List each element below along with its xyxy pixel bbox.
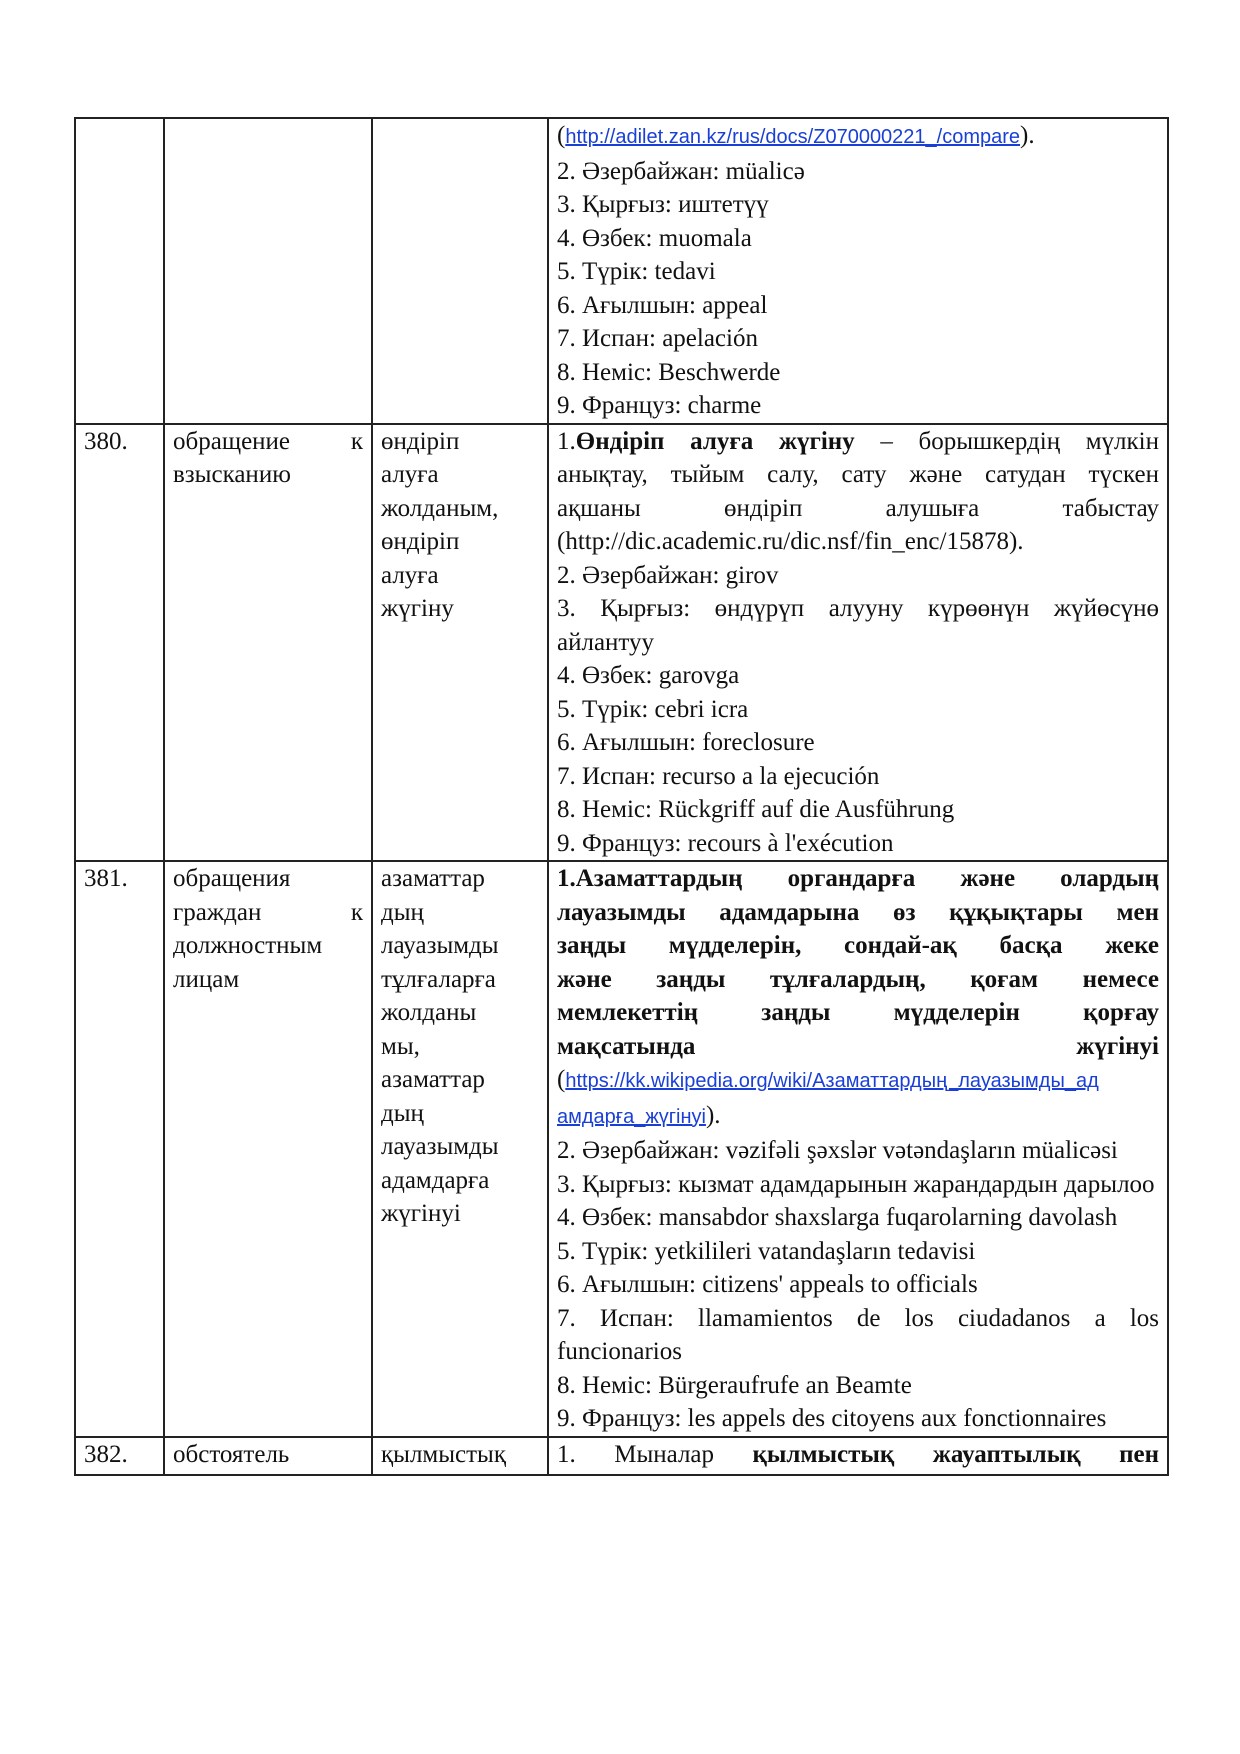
translation-line: 7. Испан: recurso a la ejecución: [557, 762, 880, 790]
term-ru-line: лицам: [173, 965, 240, 993]
term-ru-line: обращение к: [173, 427, 363, 455]
table-row: [75, 861, 1168, 1437]
term-kk-line: азаматтар: [381, 865, 485, 892]
translation-line: 9. Француз: charme: [557, 392, 762, 419]
translation-line: 6. Ағылшын: foreclosure: [557, 729, 815, 756]
term-ru-line: должностным: [173, 932, 323, 959]
definition-term: Өндіріп алуға жүгіну: [575, 427, 855, 455]
term-kk-line: қылмыстық: [381, 1440, 506, 1468]
table-row: [75, 1437, 1168, 1475]
definition-line: мемлекеттің заңды мүдделерін қорғау: [557, 999, 1159, 1026]
definition-line: мақсатында жүгінуі: [557, 1032, 1159, 1060]
translation-line: 3. Қырғыз: иштетүү: [557, 191, 769, 218]
definition-line: 1.Өндіріп алуға жүгіну – борышкердің мүлкін: [557, 427, 1160, 455]
translation-line: 4. Өзбек: mansabdor shaxslarga fuqarolarning davolash: [557, 1204, 1118, 1231]
definition-cell: [548, 1437, 1168, 1475]
term-kk-cell: [372, 118, 548, 424]
definition-line: (http://dic.academic.ru/dic.nsf/fin_enc/15878).: [557, 528, 1024, 555]
term-kk-line: жүгіну: [381, 595, 454, 622]
source-line: амдарға_жүгінуі).: [557, 1101, 721, 1129]
term-kk-line: өндіріп: [381, 427, 460, 455]
term-kk-line: жолданым,: [381, 494, 499, 522]
term-kk-line: лауазымды: [381, 1133, 499, 1160]
term-kk-line: өндіріп: [381, 528, 460, 555]
translation-line: 5. Түрік: tedavi: [557, 258, 716, 285]
translation-line: 3. Қырғыз: кызмат адамдарынын жарандардын дарылоо: [557, 1170, 1155, 1198]
term-kk-line: лауазымды: [381, 932, 499, 959]
term-kk-line: жүгінуі: [381, 1200, 461, 1227]
row-number: 381.: [84, 865, 128, 892]
term-kk-line: алуға: [381, 461, 439, 488]
translation-line: 6. Ағылшын: citizens' appeals to officials: [557, 1271, 978, 1298]
definition-line: заңды мүдделерін, сондай-ақ басқа жеке: [557, 932, 1159, 959]
term-kk-line: адамдарға: [381, 1166, 490, 1194]
row-number-cell: [75, 861, 164, 1437]
term-ru-line: обстоятель: [173, 1440, 290, 1468]
row-number-cell: [75, 118, 164, 424]
definition-line: ақшаны өндіріп алушыға табыстау: [557, 494, 1159, 522]
source-link[interactable]: https://kk.wikipedia.org/wiki/Азаматтардың_лауазымды_ад: [565, 1070, 1099, 1092]
definition-line: анықтау, тыйым салу, сату және сатудан түскен: [557, 461, 1159, 488]
term-ru-cell: [164, 118, 372, 424]
row-number: 382.: [84, 1440, 128, 1468]
term-ru-line: обращения: [173, 865, 291, 892]
translation-line: 8. Неміс: Bürgeraufrufe an Beamte: [557, 1371, 912, 1399]
translation-line: 5. Түрік: cebri icra: [557, 695, 749, 723]
term-kk-line: тұлғаларға: [381, 965, 496, 993]
table-row: [75, 118, 1168, 424]
translation-line: 4. Өзбек: muomala: [557, 224, 752, 252]
translation-line: 5. Түрік: yetkilileri vatandaşların tedavisi: [557, 1237, 976, 1265]
term-ru-cell: [164, 861, 372, 1437]
translation-line: 9. Француз: recours à l'exécution: [557, 829, 894, 857]
definition-line: және заңды тұлғалардың, қоғам немесе: [557, 965, 1159, 993]
translation-line: 3. Қырғыз: өндүрүп алууну күрөөнүн жүйөсүнө айлантуу: [557, 595, 1159, 656]
source-line: (http://adilet.zan.kz/rus/docs/Z070000221_/compare).: [557, 122, 1035, 149]
source-link[interactable]: амдарға_жүгінуі: [557, 1105, 706, 1128]
definition-cell: [548, 861, 1168, 1437]
term-kk-cell: [372, 1437, 548, 1475]
translation-line: 2. Әзербайжан: müalicə: [557, 157, 805, 185]
term-kk-line: азаматтар: [381, 1066, 485, 1093]
translation-line: 9. Француз: les appels des citoyens aux fonctionnaires: [557, 1405, 1107, 1432]
translation-line: 2. Әзербайжан: girov: [557, 561, 779, 589]
term-ru-line: взысканию: [173, 461, 291, 488]
translation-line: 7. Испан: llamamientos de los ciudadanos a los funcionarios: [557, 1304, 1159, 1365]
term-ru-cell: [164, 424, 372, 862]
row-number: 380.: [84, 427, 128, 455]
term-kk-line: мы,: [381, 1032, 420, 1060]
term-kk-cell: [372, 424, 548, 862]
translation-line: 6. Ағылшын: appeal: [557, 291, 768, 319]
definition-line: 1.Азаматтардың органдарға және олардың: [557, 865, 1159, 892]
term-kk-line: жолданы: [381, 999, 477, 1026]
source-link[interactable]: http://adilet.zan.kz/rus/docs/Z070000221_/compare: [565, 126, 1021, 148]
definition-cell: [548, 424, 1168, 862]
definition-cell: [548, 118, 1168, 424]
definition-line: лауазымды адамдарына өз құқықтары мен: [557, 898, 1159, 926]
term-kk-line: алуға: [381, 561, 439, 589]
translation-line: 4. Өзбек: garovga: [557, 662, 740, 689]
term-kk-cell: [372, 861, 548, 1437]
translation-line: 8. Неміс: Rückgriff auf die Ausführung: [557, 796, 955, 823]
glossary-table: [74, 117, 1169, 1476]
definition-line: 1. Мыналар қылмыстық жауаптылық пен: [557, 1440, 1159, 1468]
term-ru-cell: [164, 1437, 372, 1475]
table-row: [75, 424, 1168, 862]
translation-line: 7. Испан: apelación: [557, 325, 758, 352]
term-kk-line: дың: [381, 1099, 424, 1127]
term-ru-line: граждан к: [173, 898, 363, 926]
term-kk-line: дың: [381, 898, 424, 926]
row-number-cell: [75, 424, 164, 862]
row-number-cell: [75, 1437, 164, 1475]
translation-line: 2. Әзербайжан: vəzifəli şəxslər vətəndaşların müalicəsi: [557, 1137, 1118, 1164]
translation-line: 8. Неміс: Beschwerde: [557, 358, 781, 386]
source-line: (https://kk.wikipedia.org/wiki/Азаматтардың_лауазымды_ад: [557, 1066, 1099, 1093]
